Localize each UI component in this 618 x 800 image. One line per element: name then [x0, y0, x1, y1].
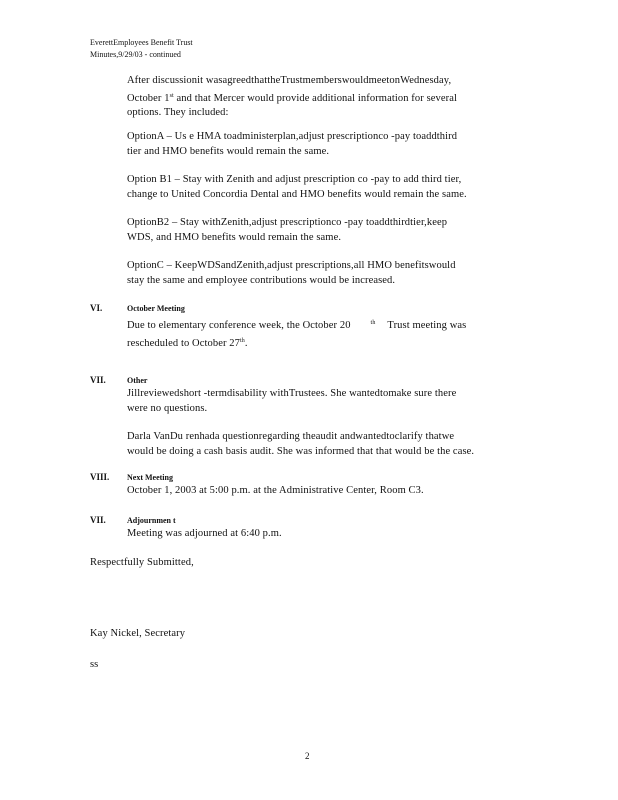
section-viii-number: VIII.	[90, 472, 110, 482]
option-b1-paragraph: Option B1 – Stay with Zenith and adjust prescription co -pay to add third tier, change to United Concordia Dental and HMO benefits would remain the same.	[127, 174, 467, 200]
option-c-paragraph: OptionC – KeepWDSandZenith,adjust prescriptions,all HMO benefitswould stay the same and employee contributions would be increased.	[127, 260, 456, 286]
typist-initials: ss	[90, 659, 99, 670]
closing-respectfully: Respectfully Submitted,	[90, 557, 194, 568]
section-adjournment-title: Adjournmen t	[127, 516, 176, 525]
intro-line-2: October 1st and that Mercer would provide additional information for several	[127, 92, 457, 104]
section-vii-number: VII.	[90, 375, 106, 385]
section-vi-title: October Meeting	[127, 304, 185, 313]
signature-name: Kay Nickel, Secretary	[90, 628, 186, 639]
section-vii-title: Other	[127, 376, 148, 385]
section-vii-paragraph-1: Jillreviewedshort -termdisability withTrustees. She wantedtomake sure there were no questions.	[127, 388, 457, 414]
section-vi-paragraph: Due to elementary conference week, the October 20 $^{th}$ Trust meeting was rescheduled to October 27th.	[127, 320, 467, 349]
section-viii-paragraph: October 1, 2003 at 5:00 p.m. at the Administrative Center, Room C3.	[127, 485, 424, 496]
section-vi-number: VI.	[90, 303, 103, 313]
section-adjournment-paragraph: Meeting was adjourned at 6:40 p.m.	[127, 528, 282, 539]
intro-paragraph	[127, 74, 527, 121]
header-line-1: EverettEmployees Benefit Trust	[90, 38, 193, 47]
section-viii-title: Next Meeting	[127, 473, 173, 482]
intro-line-3: options. They included:	[127, 107, 229, 118]
section-vii-paragraph-2: Darla VanDu renhada questionregarding theaudit andwantedtoclarify thatwe would be doing a cash basis audit. She was informed that that would be the case.	[127, 431, 475, 457]
intro-line-1: After discussionit wasagreedthattheTrustmemberswouldmeetonWednesday,	[127, 75, 452, 86]
header-line-2: Minutes,9/29/03 - continued	[90, 50, 181, 59]
option-a-paragraph: OptionA – Us e HMA toadministerplan,adjust prescriptionco -pay toaddthird tier and HMO benefits would remain the same.	[127, 131, 458, 157]
option-b2-paragraph: OptionB2 – Stay withZenith,adjust prescriptionco -pay toaddthirdtier,keep WDS, and HMO benefits would remain the same.	[127, 217, 448, 243]
section-adjournment-number: VII.	[90, 515, 106, 525]
page-number: 2	[305, 751, 310, 761]
